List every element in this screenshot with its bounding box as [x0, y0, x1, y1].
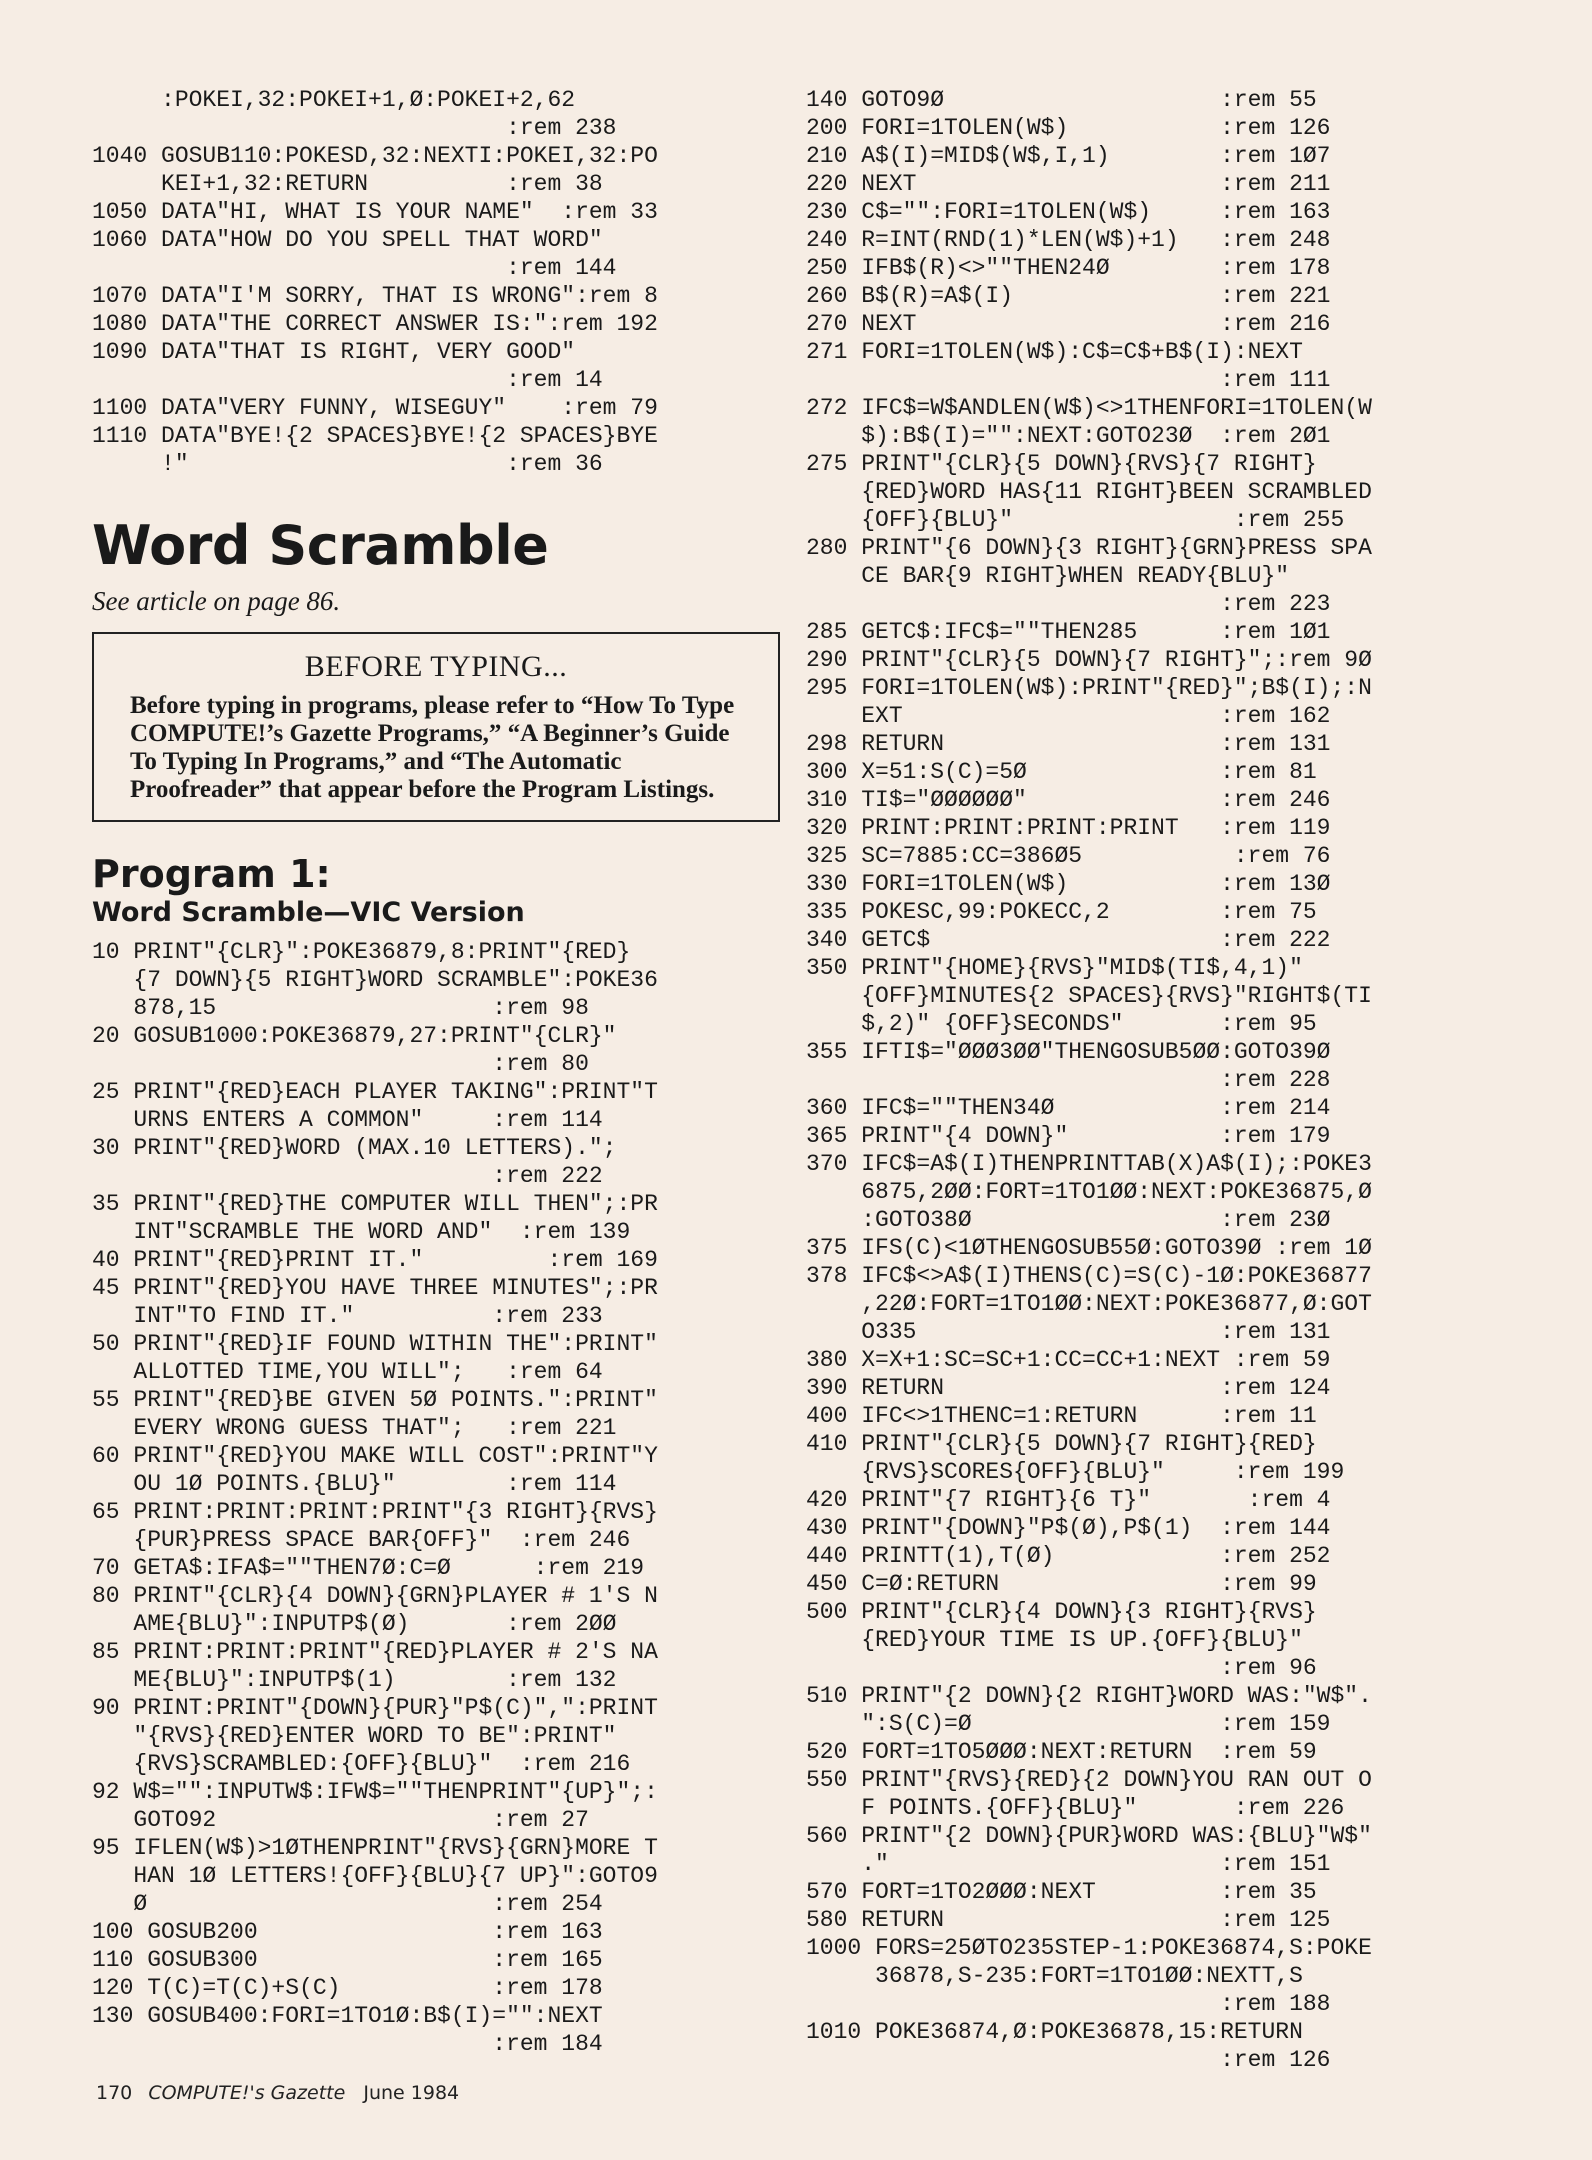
- code-line: 450 C=Ø:RETURN :rem 99: [806, 1571, 1317, 1597]
- code-line: 295 FORI=1TOLEN(W$):PRINT"{RED}";B$(I);:N: [806, 675, 1372, 701]
- code-line: ALLOTTED TIME,YOU WILL"; :rem 64: [92, 1359, 603, 1385]
- code-line: !" :rem 36: [92, 451, 603, 477]
- code-line: 335 POKESC,99:POKECC,2 :rem 75: [806, 899, 1317, 925]
- code-line: 430 PRINT"{DOWN}"P$(Ø),P$(1) :rem 144: [806, 1515, 1331, 1541]
- code-line: 370 IFC$=A$(I)THENPRINTTAB(X)A$(I);:POKE3: [806, 1151, 1372, 1177]
- code-line: 560 PRINT"{2 DOWN}{PUR}WORD WAS:{BLU}"W$": [806, 1823, 1372, 1849]
- code-line: ." :rem 151: [806, 1851, 1331, 1877]
- code-line: 210 A$(I)=MID$(W$,I,1) :rem 1Ø7: [806, 143, 1331, 169]
- code-line: 300 X=51:S(C)=5Ø :rem 81: [806, 759, 1317, 785]
- page-footer: [96, 2082, 459, 2104]
- before-typing-heading: BEFORE TYPING...: [304, 650, 568, 683]
- code-line: 378 IFC$<>A$(I)THENS(C)=S(C)-1Ø:POKE36877: [806, 1263, 1372, 1289]
- code-line: 350 PRINT"{HOME}{RVS}"MID$(TI$,4,1)": [806, 955, 1303, 981]
- code-line: {PUR}PRESS SPACE BAR{OFF}" :rem 246: [92, 1527, 631, 1553]
- code-line: 1060 DATA"HOW DO YOU SPELL THAT WORD": [92, 227, 603, 253]
- code-line: 130 GOSUB400:FORI=1TO1Ø:B$(I)="":NEXT: [92, 2003, 603, 2029]
- code-line: :rem 80: [92, 1051, 589, 1077]
- code-line: Ø :rem 254: [92, 1891, 603, 1917]
- code-line: 580 RETURN :rem 125: [806, 1907, 1331, 1933]
- code-line: 65 PRINT:PRINT:PRINT:PRINT"{3 RIGHT}{RVS}: [92, 1499, 658, 1525]
- code-line: AME{BLU}":INPUTP$(Ø) :rem 2ØØ: [92, 1611, 617, 1637]
- code-line: 70 GETA$:IFA$=""THEN7Ø:C=Ø :rem 219: [92, 1555, 645, 1581]
- code-line: :rem 223: [806, 591, 1331, 617]
- code-line: 45 PRINT"{RED}YOU HAVE THREE MINUTES";:PR: [92, 1275, 658, 1301]
- code-line: 95 IFLEN(W$)>1ØTHENPRINT"{RVS}{GRN}MORE T: [92, 1835, 658, 1861]
- code-line: 36878,S-235:FORT=1TO1ØØ:NEXTT,S: [806, 1963, 1303, 1989]
- magazine-name: COMPUTE!'s Gazette: [148, 2082, 346, 2104]
- code-line: 275 PRINT"{CLR}{5 DOWN}{RVS}{7 RIGHT}: [806, 451, 1317, 477]
- listing-right: [806, 86, 1496, 2074]
- code-line: 20 GOSUB1000:POKE36879,27:PRINT"{CLR}": [92, 1023, 617, 1049]
- code-line: CE BAR{9 RIGHT}WHEN READY{BLU}": [806, 563, 1290, 589]
- code-line: 60 PRINT"{RED}YOU MAKE WILL COST":PRINT"Y: [92, 1443, 658, 1469]
- code-line: :rem 238: [92, 115, 617, 141]
- code-line: 510 PRINT"{2 DOWN}{2 RIGHT}WORD WAS:"W$".: [806, 1683, 1372, 1709]
- code-line: 1070 DATA"I'M SORRY, THAT IS WRONG":rem 8: [92, 283, 658, 309]
- program-subtitle: Word Scramble—VIC Version: [92, 897, 525, 928]
- code-line: 271 FORI=1TOLEN(W$):C$=C$+B$(I):NEXT: [806, 339, 1303, 365]
- code-line: ,22Ø:FORT=1TO1ØØ:NEXT:POKE36877,Ø:GOT: [806, 1291, 1372, 1317]
- code-line: 140 GOTO9Ø :rem 55: [806, 87, 1317, 113]
- code-line: 260 B$(R)=A$(I) :rem 221: [806, 283, 1331, 309]
- code-line: 320 PRINT:PRINT:PRINT:PRINT :rem 119: [806, 815, 1331, 841]
- code-line: :rem 14: [92, 367, 603, 393]
- code-line: 10 PRINT"{CLR}":POKE36879,8:PRINT"{RED}: [92, 939, 631, 965]
- program-title: Program 1:: [92, 852, 331, 896]
- code-line: 55 PRINT"{RED}BE GIVEN 5Ø POINTS.":PRINT": [92, 1387, 658, 1413]
- code-line: 1110 DATA"BYE!{2 SPACES}BYE!{2 SPACES}BYE: [92, 423, 658, 449]
- code-line: 1040 GOSUB110:POKESD,32:NEXTI:POKEI,32:PO: [92, 143, 658, 169]
- article-title: Word Scramble: [92, 514, 549, 577]
- code-line: :GOTO38Ø :rem 23Ø: [806, 1207, 1331, 1233]
- code-line: 280 PRINT"{6 DOWN}{3 RIGHT}{GRN}PRESS SPA: [806, 535, 1372, 561]
- code-line: ME{BLU}":INPUTP$(1) :rem 132: [92, 1667, 617, 1693]
- listing-left-bottom: [92, 938, 782, 2058]
- right-column: [806, 86, 1496, 2074]
- code-line: KEI+1,32:RETURN :rem 38: [92, 171, 603, 197]
- code-line: 85 PRINT:PRINT:PRINT"{RED}PLAYER # 2'S NA: [92, 1639, 658, 1665]
- code-line: EVERY WRONG GUESS THAT"; :rem 221: [92, 1415, 617, 1441]
- code-line: 500 PRINT"{CLR}{4 DOWN}{3 RIGHT}{RVS}: [806, 1599, 1317, 1625]
- code-line: 520 FORT=1TO5ØØØ:NEXT:RETURN :rem 59: [806, 1739, 1317, 1765]
- code-line: INT"TO FIND IT." :rem 233: [92, 1303, 603, 1329]
- code-line: OU 1Ø POINTS.{BLU}" :rem 114: [92, 1471, 617, 1497]
- code-line: 200 FORI=1TOLEN(W$) :rem 126: [806, 115, 1331, 141]
- code-line: $,2)" {OFF}SECONDS" :rem 95: [806, 1011, 1317, 1037]
- code-line: EXT :rem 162: [806, 703, 1331, 729]
- code-line: 410 PRINT"{CLR}{5 DOWN}{7 RIGHT}{RED}: [806, 1431, 1317, 1457]
- code-line: 340 GETC$ :rem 222: [806, 927, 1331, 953]
- code-line: :rem 126: [806, 2047, 1331, 2073]
- code-line: 110 GOSUB300 :rem 165: [92, 1947, 603, 1973]
- code-line: {RED}YOUR TIME IS UP.{OFF}{BLU}": [806, 1627, 1303, 1653]
- code-line: 290 PRINT"{CLR}{5 DOWN}{7 RIGHT}";:rem 9Ø: [806, 647, 1372, 673]
- code-line: 230 C$="":FORI=1TOLEN(W$) :rem 163: [806, 199, 1331, 225]
- code-line: $):B$(I)="":NEXT:GOTO23Ø :rem 2Ø1: [806, 423, 1331, 449]
- code-line: 80 PRINT"{CLR}{4 DOWN}{GRN}PLAYER # 1'S N: [92, 1583, 658, 1609]
- code-line: 355 IFTI$="ØØØ3ØØ"THENGOSUB5ØØ:GOTO39Ø: [806, 1039, 1331, 1065]
- code-line: 272 IFC$=W$ANDLEN(W$)<>1THENFORI=1TOLEN(W: [806, 395, 1372, 421]
- code-line: 400 IFC<>1THENC=1:RETURN :rem 11: [806, 1403, 1317, 1429]
- before-typing-box: [92, 632, 780, 822]
- code-line: {OFF}{BLU}" :rem 255: [806, 507, 1345, 533]
- code-line: 325 SC=7885:CC=386Ø5 :rem 76: [806, 843, 1331, 869]
- code-line: {RED}WORD HAS{11 RIGHT}BEEN SCRAMBLED: [806, 479, 1372, 505]
- code-line: 550 PRINT"{RVS}{RED}{2 DOWN}YOU RAN OUT O: [806, 1767, 1372, 1793]
- code-line: :rem 188: [806, 1991, 1331, 2017]
- code-line: :rem 111: [806, 367, 1331, 393]
- code-line: {OFF}MINUTES{2 SPACES}{RVS}"RIGHT$(TI: [806, 983, 1372, 1009]
- code-line: 878,15 :rem 98: [92, 995, 589, 1021]
- code-line: 1050 DATA"HI, WHAT IS YOUR NAME" :rem 33: [92, 199, 658, 225]
- code-line: 1080 DATA"THE CORRECT ANSWER IS:":rem 192: [92, 311, 658, 337]
- code-line: 380 X=X+1:SC=SC+1:CC=CC+1:NEXT :rem 59: [806, 1347, 1331, 1373]
- code-line: 420 PRINT"{7 RIGHT}{6 T}" :rem 4: [806, 1487, 1331, 1513]
- code-line: :POKEI,32:POKEI+1,Ø:POKEI+2,62: [92, 87, 576, 113]
- code-line: F POINTS.{OFF}{BLU}" :rem 226: [806, 1795, 1345, 1821]
- code-line: INT"SCRAMBLE THE WORD AND" :rem 139: [92, 1219, 631, 1245]
- code-line: :rem 222: [92, 1163, 603, 1189]
- code-line: 1010 POKE36874,Ø:POKE36878,15:RETURN: [806, 2019, 1303, 2045]
- code-line: 90 PRINT:PRINT"{DOWN}{PUR}"P$(C)",":PRINT: [92, 1695, 658, 1721]
- listing-left-top: [92, 86, 782, 478]
- code-line: 365 PRINT"{4 DOWN}" :rem 179: [806, 1123, 1331, 1149]
- code-line: 375 IFS(C)<1ØTHENGOSUB55Ø:GOTO39Ø :rem 1Ø: [806, 1235, 1372, 1261]
- code-line: 30 PRINT"{RED}WORD (MAX.10 LETTERS).";: [92, 1135, 617, 1161]
- code-line: ":S(C)=Ø :rem 159: [806, 1711, 1331, 1737]
- code-line: 270 NEXT :rem 216: [806, 311, 1331, 337]
- code-line: 330 FORI=1TOLEN(W$) :rem 13Ø: [806, 871, 1331, 897]
- code-line: 250 IFB$(R)<>""THEN24Ø :rem 178: [806, 255, 1331, 281]
- code-line: :rem 96: [806, 1655, 1317, 1681]
- left-column: [92, 86, 782, 2058]
- code-line: 40 PRINT"{RED}PRINT IT." :rem 169: [92, 1247, 658, 1273]
- code-line: :rem 228: [806, 1067, 1331, 1093]
- code-line: {RVS}SCRAMBLED:{OFF}{BLU}" :rem 216: [92, 1751, 631, 1777]
- code-line: 570 FORT=1TO2ØØØ:NEXT :rem 35: [806, 1879, 1317, 1905]
- code-line: 1090 DATA"THAT IS RIGHT, VERY GOOD": [92, 339, 576, 365]
- code-line: 1100 DATA"VERY FUNNY, WISEGUY" :rem 79: [92, 395, 658, 421]
- code-line: "{RVS}{RED}ENTER WORD TO BE":PRINT": [92, 1723, 617, 1749]
- code-line: 360 IFC$=""THEN34Ø :rem 214: [806, 1095, 1331, 1121]
- page-number: 170: [96, 2082, 133, 2104]
- code-line: 35 PRINT"{RED}THE COMPUTER WILL THEN";:PR: [92, 1191, 658, 1217]
- code-line: 390 RETURN :rem 124: [806, 1375, 1331, 1401]
- code-line: 240 R=INT(RND(1)*LEN(W$)+1) :rem 248: [806, 227, 1331, 253]
- code-line: 1000 FORS=25ØTO235STEP-1:POKE36874,S:POKE: [806, 1935, 1372, 1961]
- code-line: {7 DOWN}{5 RIGHT}WORD SCRAMBLE":POKE36: [92, 967, 658, 993]
- code-line: 100 GOSUB200 :rem 163: [92, 1919, 603, 1945]
- code-line: 310 TI$="ØØØØØØ" :rem 246: [806, 787, 1331, 813]
- before-typing-body: Before typing in programs, please refer to “How To Type COMPUTE!’s Gazette Programs,” “A Beginner’s Guide To Typing In Programs,” and “The Automatic Proofreader” that appear before the Program Listings.: [130, 692, 735, 803]
- code-line: HAN 1Ø LETTERS!{OFF}{BLU}{7 UP}":GOTO9: [92, 1863, 658, 1889]
- code-line: 120 T(C)=T(C)+S(C) :rem 178: [92, 1975, 603, 2001]
- code-line: 6875,2ØØ:FORT=1TO1ØØ:NEXT:POKE36875,Ø: [806, 1179, 1372, 1205]
- code-line: GOTO92 :rem 27: [92, 1807, 589, 1833]
- code-line: O335 :rem 131: [806, 1319, 1331, 1345]
- code-line: :rem 184: [92, 2031, 603, 2057]
- code-line: 92 W$="":INPUTW$:IFW$=""THENPRINT"{UP}";:: [92, 1779, 658, 1805]
- code-line: :rem 144: [92, 255, 617, 281]
- code-line: {RVS}SCORES{OFF}{BLU}" :rem 199: [806, 1459, 1345, 1485]
- code-line: 50 PRINT"{RED}IF FOUND WITHIN THE":PRINT": [92, 1331, 658, 1357]
- code-line: URNS ENTERS A COMMON" :rem 114: [92, 1107, 603, 1133]
- issue-date: June 1984: [363, 2082, 460, 2104]
- code-line: 25 PRINT"{RED}EACH PLAYER TAKING":PRINT"T: [92, 1079, 658, 1105]
- code-line: 298 RETURN :rem 131: [806, 731, 1331, 757]
- code-line: 440 PRINTT(1),T(Ø) :rem 252: [806, 1543, 1331, 1569]
- code-line: 285 GETC$:IFC$=""THEN285 :rem 1Ø1: [806, 619, 1331, 645]
- see-article-note: See article on page 86.: [92, 586, 341, 616]
- code-line: 220 NEXT :rem 211: [806, 171, 1331, 197]
